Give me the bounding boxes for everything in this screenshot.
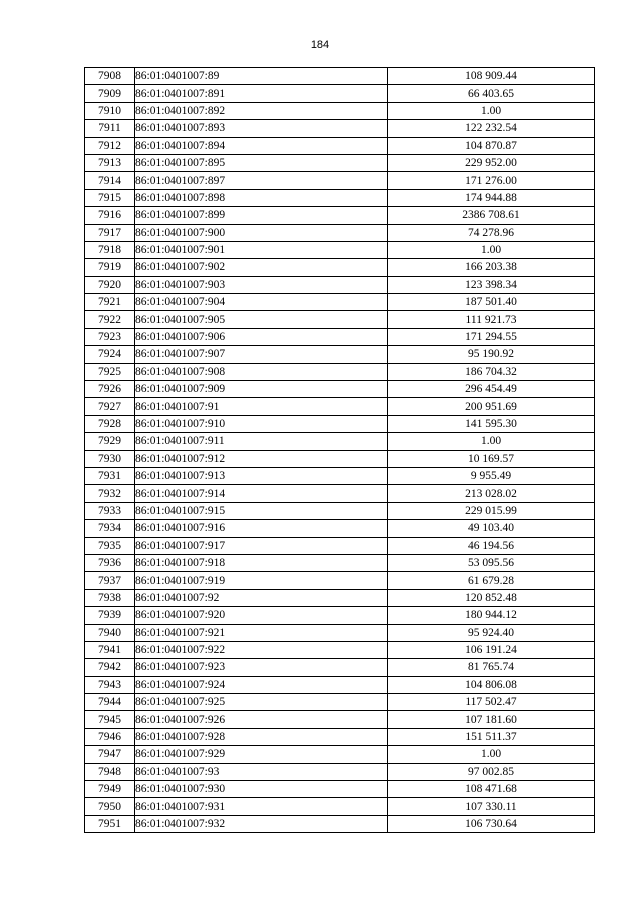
table-row — [85, 241, 595, 258]
table-row — [85, 676, 595, 693]
row-number: 7933 — [85, 502, 135, 519]
cadastral-number: 86:01:0401007:893 — [135, 120, 388, 137]
table-row — [85, 763, 595, 780]
cadastral-value: 53 095.56 — [388, 554, 595, 571]
row-number: 7935 — [85, 537, 135, 554]
cadastral-value: 104 870.87 — [388, 137, 595, 154]
cadastral-value: 97 002.85 — [388, 763, 595, 780]
row-number: 7923 — [85, 328, 135, 345]
row-number: 7941 — [85, 641, 135, 658]
cadastral-number: 86:01:0401007:922 — [135, 641, 388, 658]
cadastral-value: 141 595.30 — [388, 415, 595, 432]
cadastral-number: 86:01:0401007:912 — [135, 450, 388, 467]
table-row — [85, 589, 595, 606]
table-row — [85, 224, 595, 241]
cadastral-number: 86:01:0401007:914 — [135, 485, 388, 502]
row-number: 7919 — [85, 259, 135, 276]
table-row — [85, 294, 595, 311]
row-number: 7915 — [85, 189, 135, 206]
row-number: 7911 — [85, 120, 135, 137]
cadastral-number: 86:01:0401007:908 — [135, 363, 388, 380]
row-number: 7922 — [85, 311, 135, 328]
cadastral-number: 86:01:0401007:909 — [135, 381, 388, 398]
row-number: 7916 — [85, 207, 135, 224]
cadastral-value: 46 194.56 — [388, 537, 595, 554]
table-row — [85, 328, 595, 345]
cadastral-value: 106 730.64 — [388, 815, 595, 832]
row-number: 7949 — [85, 781, 135, 798]
cadastral-number: 86:01:0401007:898 — [135, 189, 388, 206]
cadastral-value: 106 191.24 — [388, 641, 595, 658]
cadastral-number: 86:01:0401007:921 — [135, 624, 388, 641]
cadastral-value: 1.00 — [388, 433, 595, 450]
cadastral-value: 151 511.37 — [388, 728, 595, 745]
cadastral-value: 111 921.73 — [388, 311, 595, 328]
cadastral-value: 61 679.28 — [388, 572, 595, 589]
row-number: 7917 — [85, 224, 135, 241]
table-body — [85, 68, 595, 833]
cadastral-value: 213 028.02 — [388, 485, 595, 502]
row-number: 7951 — [85, 815, 135, 832]
cadastral-number: 86:01:0401007:891 — [135, 85, 388, 102]
cadastral-number: 86:01:0401007:930 — [135, 781, 388, 798]
table-row — [85, 398, 595, 415]
row-number: 7925 — [85, 363, 135, 380]
cadastral-number: 86:01:0401007:901 — [135, 241, 388, 258]
table-row — [85, 433, 595, 450]
cadastral-number: 86:01:0401007:920 — [135, 607, 388, 624]
row-number: 7929 — [85, 433, 135, 450]
cadastral-number: 86:01:0401007:905 — [135, 311, 388, 328]
row-number: 7944 — [85, 694, 135, 711]
row-number: 7908 — [85, 68, 135, 85]
cadastral-value: 95 924.40 — [388, 624, 595, 641]
cadastral-number: 86:01:0401007:916 — [135, 520, 388, 537]
table-row — [85, 711, 595, 728]
table-row — [85, 137, 595, 154]
cadastral-number: 86:01:0401007:91 — [135, 398, 388, 415]
cadastral-number: 86:01:0401007:924 — [135, 676, 388, 693]
cadastral-number: 86:01:0401007:907 — [135, 346, 388, 363]
cadastral-value: 187 501.40 — [388, 294, 595, 311]
table-row — [85, 467, 595, 484]
row-number: 7914 — [85, 172, 135, 189]
table-row — [85, 485, 595, 502]
cadastral-number: 86:01:0401007:925 — [135, 694, 388, 711]
cadastral-value: 95 190.92 — [388, 346, 595, 363]
row-number: 7913 — [85, 154, 135, 171]
table-row — [85, 815, 595, 832]
table-row — [85, 728, 595, 745]
cadastral-value: 296 454.49 — [388, 381, 595, 398]
cadastral-number: 86:01:0401007:928 — [135, 728, 388, 745]
row-number: 7912 — [85, 137, 135, 154]
table-row — [85, 172, 595, 189]
row-number: 7938 — [85, 589, 135, 606]
cadastral-value: 10 169.57 — [388, 450, 595, 467]
cadastral-value: 108 471.68 — [388, 781, 595, 798]
table-row — [85, 537, 595, 554]
table-row — [85, 154, 595, 171]
cadastral-value: 9 955.49 — [388, 467, 595, 484]
cadastral-value: 174 944.88 — [388, 189, 595, 206]
cadastral-value: 107 181.60 — [388, 711, 595, 728]
table-row — [85, 120, 595, 137]
table-row — [85, 85, 595, 102]
table-row — [85, 381, 595, 398]
row-number: 7930 — [85, 450, 135, 467]
cadastral-value: 108 909.44 — [388, 68, 595, 85]
row-number: 7942 — [85, 659, 135, 676]
table-row — [85, 68, 595, 85]
cadastral-number: 86:01:0401007:895 — [135, 154, 388, 171]
table-row — [85, 694, 595, 711]
row-number: 7931 — [85, 467, 135, 484]
cadastral-value: 117 502.47 — [388, 694, 595, 711]
table-row — [85, 554, 595, 571]
cadastral-number: 86:01:0401007:917 — [135, 537, 388, 554]
cadastral-value: 81 765.74 — [388, 659, 595, 676]
cadastral-number: 86:01:0401007:897 — [135, 172, 388, 189]
table-row — [85, 746, 595, 763]
cadastral-value-table — [84, 67, 595, 833]
row-number: 7947 — [85, 746, 135, 763]
table-row — [85, 363, 595, 380]
table-row — [85, 207, 595, 224]
cadastral-number: 86:01:0401007:913 — [135, 467, 388, 484]
table-row — [85, 781, 595, 798]
table-row — [85, 450, 595, 467]
cadastral-number: 86:01:0401007:900 — [135, 224, 388, 241]
cadastral-value: 2386 708.61 — [388, 207, 595, 224]
cadastral-number: 86:01:0401007:911 — [135, 433, 388, 450]
cadastral-number: 86:01:0401007:93 — [135, 763, 388, 780]
cadastral-number: 86:01:0401007:915 — [135, 502, 388, 519]
table-row — [85, 346, 595, 363]
table-row — [85, 520, 595, 537]
cadastral-value: 1.00 — [388, 102, 595, 119]
cadastral-value: 123 398.34 — [388, 276, 595, 293]
row-number: 7946 — [85, 728, 135, 745]
row-number: 7921 — [85, 294, 135, 311]
row-number: 7945 — [85, 711, 135, 728]
row-number: 7909 — [85, 85, 135, 102]
table-row — [85, 572, 595, 589]
table-row — [85, 641, 595, 658]
cadastral-number: 86:01:0401007:894 — [135, 137, 388, 154]
cadastral-value: 1.00 — [388, 746, 595, 763]
row-number: 7940 — [85, 624, 135, 641]
cadastral-value: 180 944.12 — [388, 607, 595, 624]
table-row — [85, 624, 595, 641]
table-row — [85, 659, 595, 676]
cadastral-value: 229 015.99 — [388, 502, 595, 519]
cadastral-number: 86:01:0401007:919 — [135, 572, 388, 589]
row-number: 7934 — [85, 520, 135, 537]
table-row — [85, 311, 595, 328]
cadastral-value: 74 278.96 — [388, 224, 595, 241]
table-row — [85, 102, 595, 119]
cadastral-value: 171 276.00 — [388, 172, 595, 189]
cadastral-number: 86:01:0401007:910 — [135, 415, 388, 432]
row-number: 7948 — [85, 763, 135, 780]
cadastral-value: 200 951.69 — [388, 398, 595, 415]
table-row — [85, 798, 595, 815]
row-number: 7926 — [85, 381, 135, 398]
cadastral-number: 86:01:0401007:932 — [135, 815, 388, 832]
table-row — [85, 415, 595, 432]
row-number: 7950 — [85, 798, 135, 815]
row-number: 7943 — [85, 676, 135, 693]
cadastral-number: 86:01:0401007:929 — [135, 746, 388, 763]
row-number: 7920 — [85, 276, 135, 293]
cadastral-value: 186 704.32 — [388, 363, 595, 380]
row-number: 7928 — [85, 415, 135, 432]
row-number: 7932 — [85, 485, 135, 502]
cadastral-value: 166 203.38 — [388, 259, 595, 276]
cadastral-number: 86:01:0401007:92 — [135, 589, 388, 606]
cadastral-number: 86:01:0401007:903 — [135, 276, 388, 293]
row-number: 7936 — [85, 554, 135, 571]
table-row — [85, 502, 595, 519]
cadastral-value: 49 103.40 — [388, 520, 595, 537]
cadastral-number: 86:01:0401007:906 — [135, 328, 388, 345]
table-row — [85, 259, 595, 276]
row-number: 7927 — [85, 398, 135, 415]
cadastral-number: 86:01:0401007:904 — [135, 294, 388, 311]
cadastral-number: 86:01:0401007:923 — [135, 659, 388, 676]
row-number: 7939 — [85, 607, 135, 624]
cadastral-value: 1.00 — [388, 241, 595, 258]
cadastral-value: 104 806.08 — [388, 676, 595, 693]
row-number: 7910 — [85, 102, 135, 119]
row-number: 7937 — [85, 572, 135, 589]
cadastral-value: 66 403.65 — [388, 85, 595, 102]
cadastral-number: 86:01:0401007:899 — [135, 207, 388, 224]
cadastral-value: 120 852.48 — [388, 589, 595, 606]
row-number: 7918 — [85, 241, 135, 258]
cadastral-value: 122 232.54 — [388, 120, 595, 137]
table-row — [85, 189, 595, 206]
cadastral-number: 86:01:0401007:931 — [135, 798, 388, 815]
page-number: 184 — [310, 39, 330, 51]
cadastral-number: 86:01:0401007:902 — [135, 259, 388, 276]
cadastral-number: 86:01:0401007:89 — [135, 68, 388, 85]
cadastral-number: 86:01:0401007:892 — [135, 102, 388, 119]
table-row — [85, 276, 595, 293]
cadastral-value: 107 330.11 — [388, 798, 595, 815]
cadastral-value: 171 294.55 — [388, 328, 595, 345]
cadastral-number: 86:01:0401007:926 — [135, 711, 388, 728]
row-number: 7924 — [85, 346, 135, 363]
table-row — [85, 607, 595, 624]
cadastral-value: 229 952.00 — [388, 154, 595, 171]
cadastral-number: 86:01:0401007:918 — [135, 554, 388, 571]
